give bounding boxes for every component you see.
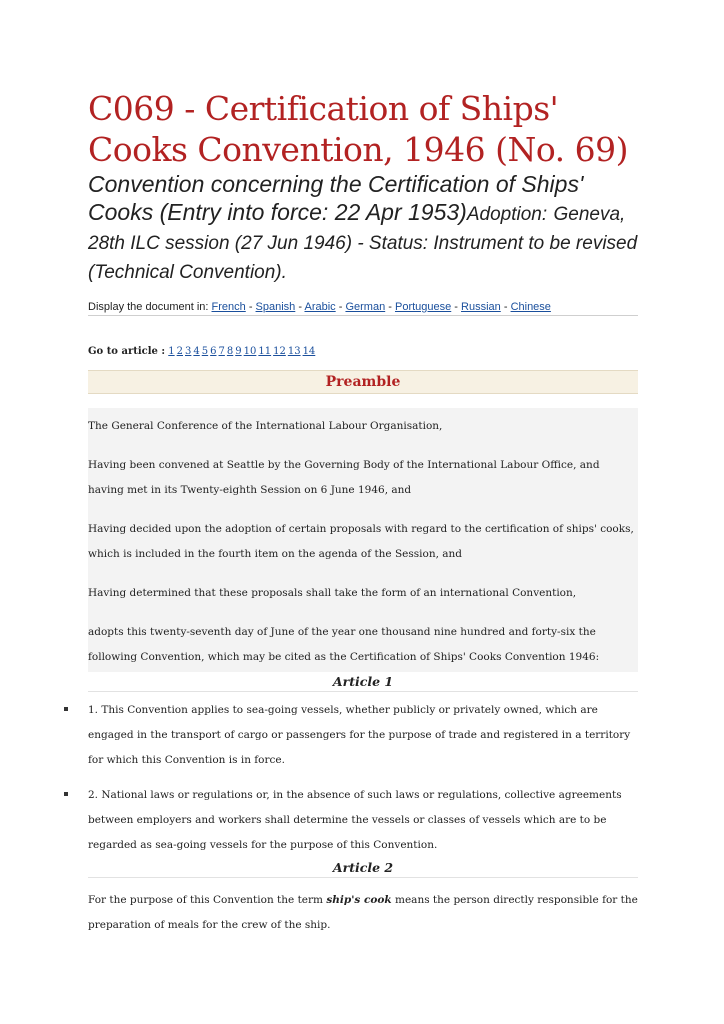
article-2-heading: Article 2 xyxy=(88,860,638,878)
subtitle-adoption: Adoption: xyxy=(466,204,548,225)
page-title: C069 - Certification of Ships' Cooks Convention, 1946 (No. 69) xyxy=(88,89,628,169)
article-2-text xyxy=(88,888,638,938)
language-label: Display the document in: xyxy=(88,301,209,313)
goto-label: Go to article : xyxy=(88,346,166,357)
article-links xyxy=(168,346,317,357)
article-link-1[interactable]: 1 xyxy=(168,346,175,357)
language-separator: - xyxy=(385,301,395,313)
article-link-10[interactable]: 10 xyxy=(243,346,257,357)
article-link-12[interactable]: 12 xyxy=(273,346,286,357)
article-link-5[interactable]: 5 xyxy=(201,346,209,357)
article-1-paragraph: 2. National laws or regulations or, in the absence of such laws or regulations, collective agreements between employers and workers shall determine the vessels or classes of vessels which are to be regarded as sea-going vessels for the purpose of this Convention. xyxy=(88,789,622,851)
bullet-icon xyxy=(64,792,68,796)
language-separator: - xyxy=(335,301,346,313)
preamble-paragraph: Having been convened at Seattle by the Governing Body of the International Labour Office, and having met in its Twenty-eighth Session on 6 June 1946, and xyxy=(88,459,600,496)
language-link-german[interactable]: German xyxy=(345,301,386,313)
language-bar xyxy=(88,301,638,316)
language-separator: - xyxy=(245,301,256,313)
article-2-text-before: For the purpose of this Convention the term xyxy=(88,894,327,906)
article-link-14[interactable]: 14 xyxy=(302,346,316,357)
article-1-list xyxy=(88,698,638,858)
language-links xyxy=(212,301,551,313)
language-link-chinese[interactable]: Chinese xyxy=(510,301,551,313)
article-link-8[interactable]: 8 xyxy=(226,346,234,357)
article-2-text-after: means the person directly responsible for the preparation of meals for the crew of the ship. xyxy=(88,894,638,931)
preamble-paragraph: adopts this twenty-seventh day of June of the year one thousand nine hundred and forty-six the following Convention, which may be cited as the Certification of Ships' Cooks Convention 1946: xyxy=(88,626,600,663)
article-1-paragraph: 1. This Convention applies to sea-going vessels, whether publicly or privately owned, which are engaged in the transport of cargo or passengers for the purpose of trade and registered in a territory for which this Convention is in force. xyxy=(88,704,631,766)
article-link-2[interactable]: 2 xyxy=(176,346,183,357)
preamble-paragraph: Having determined that these proposals shall take the form of an international Convention, xyxy=(88,587,577,599)
article-link-7[interactable]: 7 xyxy=(218,346,225,357)
language-separator: - xyxy=(295,301,305,313)
bullet-icon xyxy=(64,707,68,711)
article-link-3[interactable]: 3 xyxy=(185,346,192,357)
list-item xyxy=(88,698,638,773)
article-link-9[interactable]: 9 xyxy=(235,346,242,357)
preamble-paragraph: The General Conference of the International Labour Organisation, xyxy=(88,420,443,432)
language-link-portuguese[interactable]: Portuguese xyxy=(394,301,452,313)
article-link-4[interactable]: 4 xyxy=(193,346,200,357)
language-link-spanish[interactable]: Spanish xyxy=(255,301,296,313)
article-link-11[interactable]: 11 xyxy=(258,346,272,357)
document-page xyxy=(88,88,638,938)
language-link-french[interactable]: French xyxy=(211,301,246,313)
language-separator: - xyxy=(451,301,462,313)
language-separator: - xyxy=(500,301,511,313)
language-link-russian[interactable]: Russian xyxy=(461,301,501,313)
article-2-term: ship's cook xyxy=(326,894,392,906)
article-1-heading: Article 1 xyxy=(88,674,638,692)
subtitle-main: Convention concerning the Certification of Ships' Cooks (Entry into force: 22 Apr 1953) xyxy=(88,171,584,225)
article-link-13[interactable]: 13 xyxy=(287,346,301,357)
language-link-arabic[interactable]: Arabic xyxy=(304,301,336,313)
subtitle-status: Geneva, 28th ILC session (27 Jun 1946) - Status: Instrument to be revised (Technical Convention). xyxy=(88,204,638,283)
article-link-6[interactable]: 6 xyxy=(210,346,217,357)
preamble-heading: Preamble xyxy=(88,370,638,394)
preamble-paragraph: Having decided upon the adoption of certain proposals with regard to the certification of ships' cooks, which is included in the fourth item on the agenda of the Session, and xyxy=(88,523,634,560)
list-item xyxy=(88,783,638,858)
preamble-body xyxy=(88,408,638,672)
page-subtitle xyxy=(88,170,638,285)
article-navigation xyxy=(88,346,638,357)
